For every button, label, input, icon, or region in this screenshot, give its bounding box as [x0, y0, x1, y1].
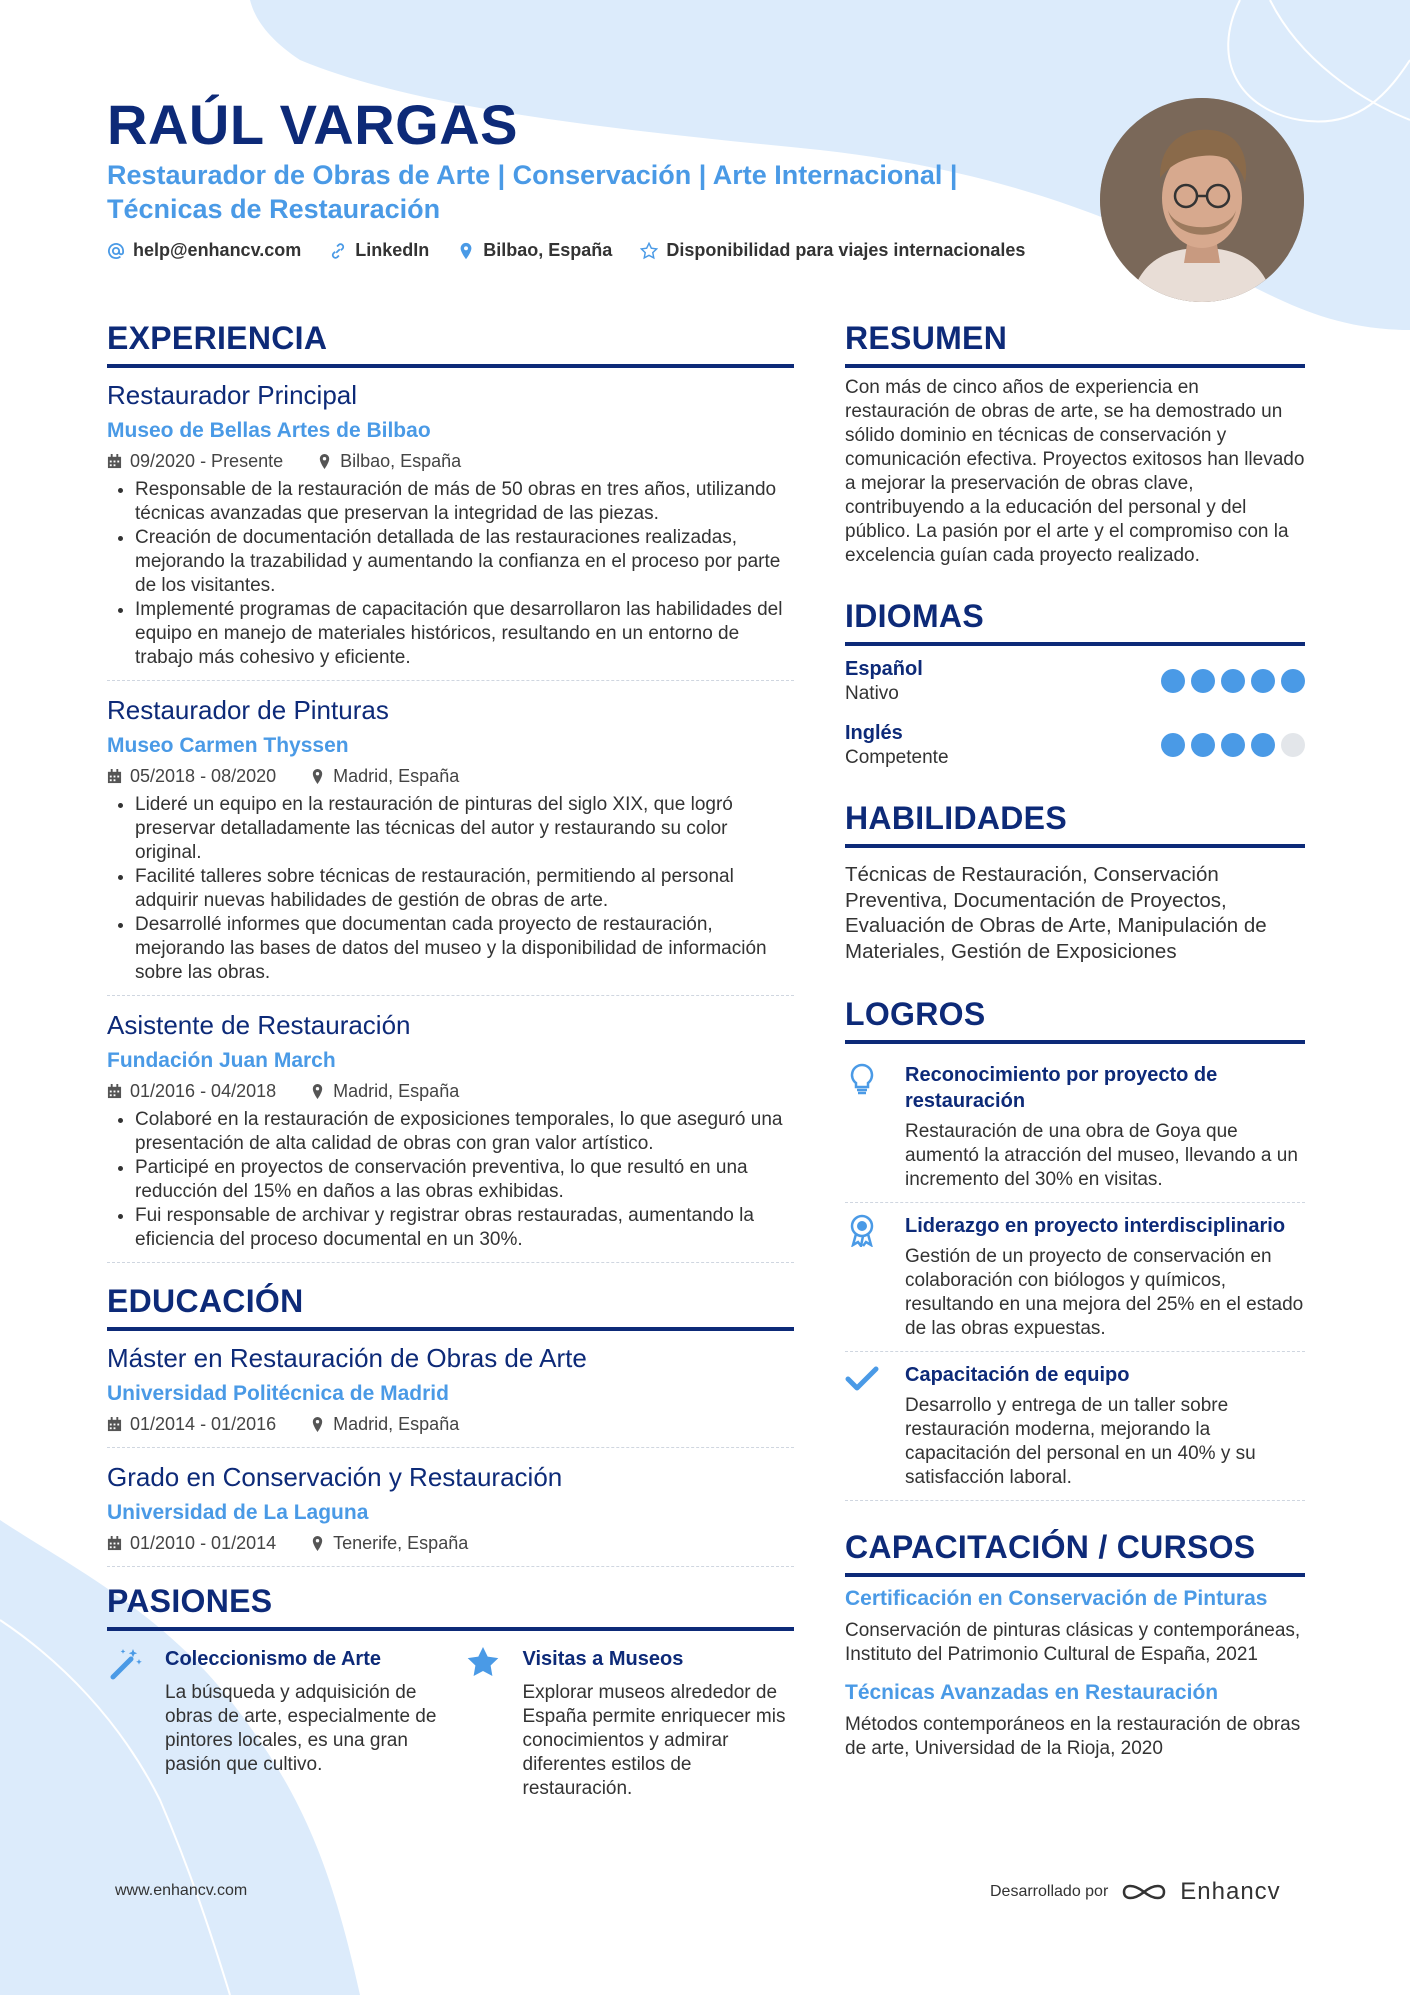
linkedin-text: LinkedIn: [355, 240, 430, 260]
footer-branding: [990, 1878, 1281, 1906]
skills-text: Técnicas de Restauración, Conservación Preventiva, Documentación de Proyectos, Evaluación de Obras de Arte, Manipulación de Materiales, Gestión de Exposiciones: [845, 863, 1267, 963]
location-text: Madrid, España: [333, 1414, 460, 1434]
job-location: [310, 763, 459, 789]
calendar-icon: [107, 1084, 122, 1099]
job-entry: [107, 1006, 794, 1263]
rating-dot: [1161, 669, 1185, 693]
contact-location: [457, 240, 612, 261]
checkmark-icon: [845, 1362, 887, 1490]
course-item: [845, 1679, 1305, 1761]
footer-website[interactable]: www.enhancv.com: [115, 1882, 248, 1899]
candidate-name: RAÚL VARGAS: [107, 93, 519, 156]
job-dates: [107, 1078, 276, 1104]
education-location: [310, 1530, 468, 1556]
at-icon: [107, 242, 125, 260]
job-title: Restaurador Principal: [107, 380, 358, 410]
contact-travel: [640, 240, 1025, 261]
job-dates: [107, 448, 283, 474]
degree-title: Grado en Conservación y Restauración: [107, 1462, 563, 1492]
location-pin-icon: [310, 769, 325, 784]
language-rating: [1161, 733, 1305, 757]
location-pin-icon: [310, 1536, 325, 1551]
location-text: Madrid, España: [333, 1081, 460, 1101]
education-heading: EDUCACIÓN: [107, 1281, 794, 1331]
course-title: Técnicas Avanzadas en Restauración: [845, 1681, 1219, 1704]
location-text: Madrid, España: [333, 766, 460, 786]
achievement-item: [845, 1352, 1305, 1501]
education-dates: [107, 1530, 276, 1556]
dates-text: 09/2020 - Presente: [130, 451, 284, 471]
star-outline-icon: [640, 242, 658, 260]
passions-heading: PASIONES: [107, 1581, 794, 1631]
job-entry: [107, 376, 794, 681]
passion-item: [107, 1645, 437, 1801]
course-title: Certificación en Conservación de Pinturas: [845, 1587, 1268, 1610]
award-ribbon-icon: [845, 1213, 887, 1341]
language-item: [845, 656, 1305, 706]
calendar-icon: [107, 769, 122, 784]
link-icon: [329, 242, 347, 260]
contact-linkedin[interactable]: [329, 240, 429, 261]
calendar-icon: [107, 1417, 122, 1432]
achievement-description: Gestión de un proyecto de conservación en colaboración con biólogos y químicos, resultando en una mejora del 25% en el estado de las obras expuestas.: [905, 1246, 1304, 1339]
rating-dot: [1161, 733, 1185, 757]
education-entry: [107, 1458, 794, 1567]
powered-by-text: Desarrollado por: [990, 1883, 1109, 1900]
bullet: • Colaboré en la restauración de exposiciones temporales, lo que aseguró una presentación de alta calidad de obras con gran valor artístico.: [135, 1108, 794, 1156]
job-entry: [107, 691, 794, 996]
dates-text: 01/2010 - 01/2014: [130, 1533, 277, 1553]
education-meta: [107, 1530, 794, 1556]
bullet: • Facilité talleres sobre técnicas de restauración, permitiendo al personal adquirir nuevas habilidades de gestión de obras de arte.: [135, 865, 794, 913]
calendar-icon: [107, 1536, 122, 1551]
school-name: Universidad de La Laguna: [107, 1501, 369, 1524]
lightbulb-icon: [845, 1062, 887, 1192]
contact-bar: [107, 240, 1025, 261]
contact-email[interactable]: [107, 240, 301, 261]
course-description: Métodos contemporáneos en la restauración de obras de arte, Universidad de la Rioja, 2020: [845, 1714, 1301, 1759]
dates-text: 01/2016 - 04/2018: [130, 1081, 277, 1101]
rating-dot: [1281, 669, 1305, 693]
job-meta: [107, 1078, 794, 1104]
job-location: [317, 448, 461, 474]
job-meta: [107, 763, 794, 789]
languages-heading: IDIOMAS: [845, 596, 1305, 646]
enhancv-logo-icon: [1120, 1880, 1168, 1904]
achievement-description: Restauración de una obra de Goya que aumentó la atracción del museo, llevando a un incremento del 30% en visitas.: [905, 1121, 1298, 1190]
achievement-description: Desarrollo y entrega de un taller sobre restauración moderna, mejorando la capacitación del personal en un 40% y su satisfacción laboral.: [905, 1395, 1256, 1488]
job-bullets: [107, 1108, 794, 1252]
achievement-item: [845, 1203, 1305, 1352]
rating-dot: [1191, 669, 1215, 693]
language-name: Inglés: [845, 722, 903, 744]
rating-dot: [1251, 733, 1275, 757]
calendar-icon: [107, 454, 122, 469]
company-name: Museo Carmen Thyssen: [107, 734, 349, 757]
bullet: • Lideré un equipo en la restauración de pinturas del siglo XIX, que logró preservar detalladamente las técnicas del autor y restaurando su color original.: [135, 793, 794, 865]
location-pin-icon: [457, 242, 475, 260]
passion-description: La búsqueda y adquisición de obras de arte, especialmente de pintores locales, es una gran pasión que cultivo.: [165, 1682, 437, 1775]
dates-text: 05/2018 - 08/2020: [130, 766, 277, 786]
language-item: [845, 720, 1305, 770]
location-text: Tenerife, España: [333, 1533, 469, 1553]
star-icon: [465, 1645, 505, 1801]
bullet: • Creación de documentación detallada de las restauraciones realizadas, mejorando la trazabilidad y aumentando la confianza en el proceso por parte de los visitantes.: [135, 526, 794, 598]
courses-heading: CAPACITACIÓN / CURSOS: [845, 1527, 1305, 1577]
left-column: [107, 318, 794, 1801]
degree-title: Máster en Restauración de Obras de Arte: [107, 1343, 587, 1373]
location-pin-icon: [310, 1084, 325, 1099]
language-level: Nativo: [845, 683, 899, 704]
rating-dot-empty: [1281, 733, 1305, 757]
passions-list: [107, 1645, 794, 1801]
passion-item: [465, 1645, 795, 1801]
location-text: Bilbao, España: [340, 451, 462, 471]
job-dates: [107, 763, 276, 789]
magic-wand-icon: [107, 1645, 147, 1801]
course-item: [845, 1585, 1305, 1667]
achievements-heading: LOGROS: [845, 994, 1305, 1044]
rating-dot: [1221, 733, 1245, 757]
skills-heading: HABILIDADES: [845, 798, 1305, 848]
experience-heading: EXPERIENCIA: [107, 318, 794, 368]
summary-heading: RESUMEN: [845, 318, 1305, 368]
travel-text: Disponibilidad para viajes internacionales: [666, 240, 1026, 260]
education-dates: [107, 1411, 276, 1437]
company-name: Fundación Juan March: [107, 1049, 336, 1072]
language-name: Español: [845, 658, 923, 680]
achievement-title: Capacitación de equipo: [905, 1364, 1130, 1386]
passion-title: Visitas a Museos: [522, 1648, 684, 1670]
rating-dot: [1221, 669, 1245, 693]
rating-dot: [1251, 669, 1275, 693]
language-level: Competente: [845, 747, 949, 768]
company-name: Museo de Bellas Artes de Bilbao: [107, 419, 431, 442]
achievement-item: [845, 1052, 1305, 1203]
school-name: Universidad Politécnica de Madrid: [107, 1382, 449, 1405]
job-bullets: [107, 478, 794, 670]
passion-description: Explorar museos alrededor de España permite enriquecer mis conocimientos y admirar diferentes estilos de restauración.: [522, 1682, 786, 1799]
bullet: • Desarrollé informes que documentan cada proyecto de restauración, mejorando las bases de datos del museo y la disponibilidad de información sobre las obras.: [135, 913, 794, 985]
email-text: help@enhancv.com: [133, 240, 302, 260]
location-pin-icon: [310, 1417, 325, 1432]
brand-name: Enhancv: [1180, 1878, 1281, 1905]
candidate-headline: Restaurador de Obras de Arte | Conservación | Arte Internacional | Técnicas de Restauración: [107, 160, 958, 224]
bullet: • Implementé programas de capacitación que desarrollaron las habilidades del equipo en manejo de materiales históricos, resultando en un entorno de trabajo más cohesivo y eficiente.: [135, 598, 794, 670]
education-meta: [107, 1411, 794, 1437]
job-meta: [107, 448, 794, 474]
job-title: Restaurador de Pinturas: [107, 695, 389, 725]
location-text: Bilbao, España: [483, 240, 613, 260]
bullet: • Responsable de la restauración de más de 50 obras en tres años, utilizando técnicas avanzadas que preservan la integridad de las piezas.: [135, 478, 794, 526]
job-bullets: [107, 793, 794, 985]
dates-text: 01/2014 - 01/2016: [130, 1414, 277, 1434]
education-location: [310, 1411, 459, 1437]
passion-title: Coleccionismo de Arte: [165, 1648, 381, 1670]
bullet: • Fui responsable de archivar y registrar obras restauradas, aumentando la eficiencia del proceso documental en un 30%.: [135, 1204, 794, 1252]
language-rating: [1161, 669, 1305, 693]
job-location: [310, 1078, 459, 1104]
achievement-title: Liderazgo en proyecto interdisciplinario: [905, 1215, 1286, 1237]
achievement-title: Reconocimiento por proyecto de restauración: [905, 1064, 1218, 1112]
course-description: Conservación de pinturas clásicas y contemporáneas, Instituto del Patrimonio Cultural de España, 2021: [845, 1620, 1301, 1665]
education-entry: [107, 1339, 794, 1448]
right-column: [845, 318, 1305, 1761]
profile-photo: [1100, 98, 1304, 302]
rating-dot: [1191, 733, 1215, 757]
job-title: Asistente de Restauración: [107, 1010, 411, 1040]
summary-text: Con más de cinco años de experiencia en restauración de obras de arte, se ha demostrado un sólido dominio en técnicas de conservación y comunicación efectiva. Proyectos exitosos han llevado a mejorar la preservación de obras clave, contribuyendo a la educación del personal y del público. La pasión por el arte y el compromiso con la excelencia guían cada proyecto realizado.: [845, 377, 1305, 566]
bullet: • Participé en proyectos de conservación preventiva, lo que resultó en una reducción del 15% en daños a las obras exhibidas.: [135, 1156, 794, 1204]
location-pin-icon: [317, 454, 332, 469]
